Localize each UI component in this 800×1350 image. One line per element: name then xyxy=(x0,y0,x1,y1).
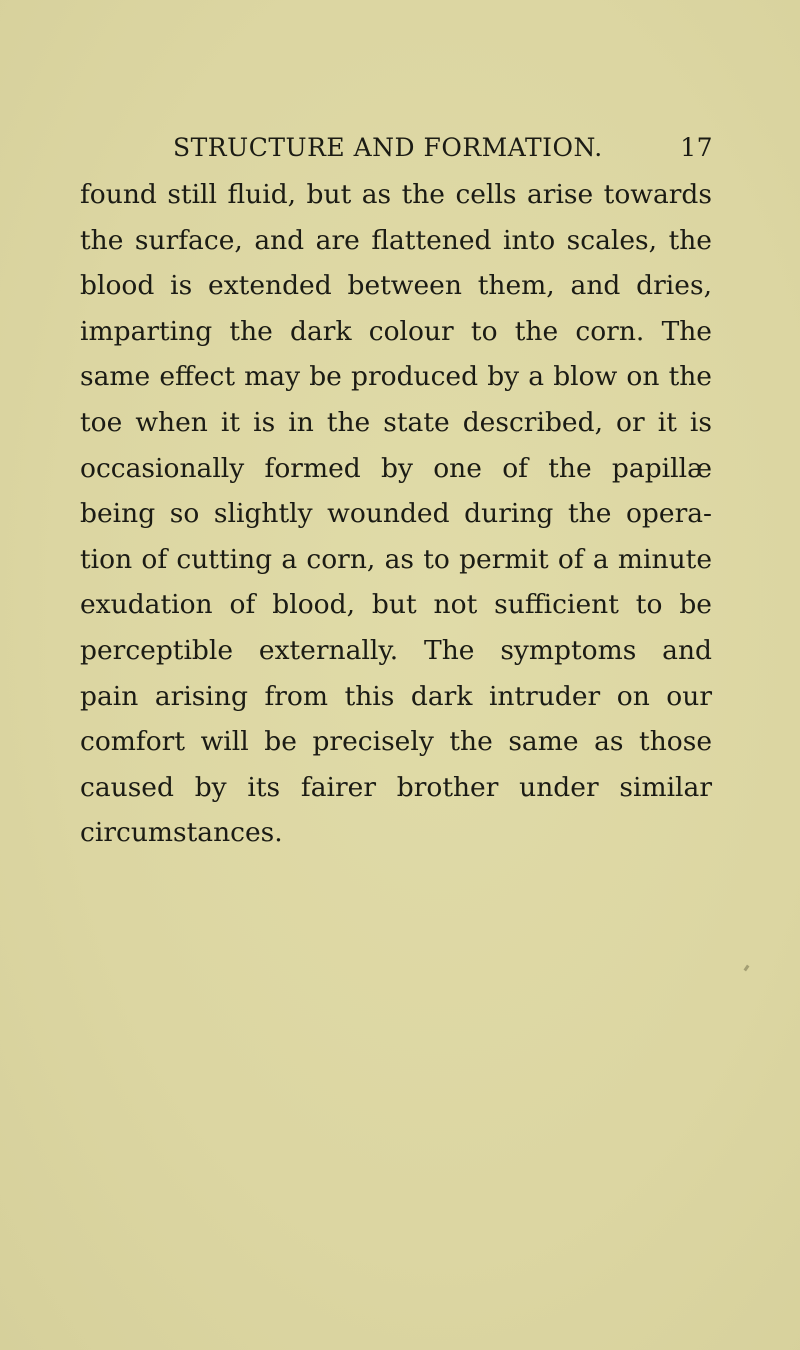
text-line: occasionally formed by one of the papillæ xyxy=(80,452,712,484)
text-line: toe when it is in the state described, or it is xyxy=(80,406,712,438)
running-title: STRUCTURE AND FORMATION. xyxy=(173,133,603,162)
text-line: pain arising from this dark intruder on our xyxy=(80,680,712,712)
text-line: blood is extended between them, and dries, xyxy=(80,270,712,302)
text-line: found still fluid, but as the cells arise towards xyxy=(80,179,712,210)
page-number: 17 xyxy=(680,133,713,162)
paper-speck xyxy=(744,965,750,972)
text-line: being so slightly wounded during the opera- xyxy=(80,498,712,530)
text-line: same effect may be produced by a blow on the xyxy=(80,361,712,393)
text-line: exudation of blood, but not sufficient to be xyxy=(80,589,712,621)
running-head xyxy=(173,133,713,167)
text-line: caused by its fairer brother under similar xyxy=(80,771,712,803)
text-line: perceptible externally. The symptoms and xyxy=(80,634,712,666)
text-line: the surface, and are flattened into scales, the xyxy=(80,224,712,256)
body-paragraph xyxy=(80,172,712,856)
text-line: tion of cutting a corn, as to permit of a minute xyxy=(80,543,712,575)
text-line: comfort will be precisely the same as those xyxy=(80,726,712,758)
text-line: imparting the dark colour to the corn. The xyxy=(80,315,712,347)
text-line: circumstances. xyxy=(80,817,283,849)
